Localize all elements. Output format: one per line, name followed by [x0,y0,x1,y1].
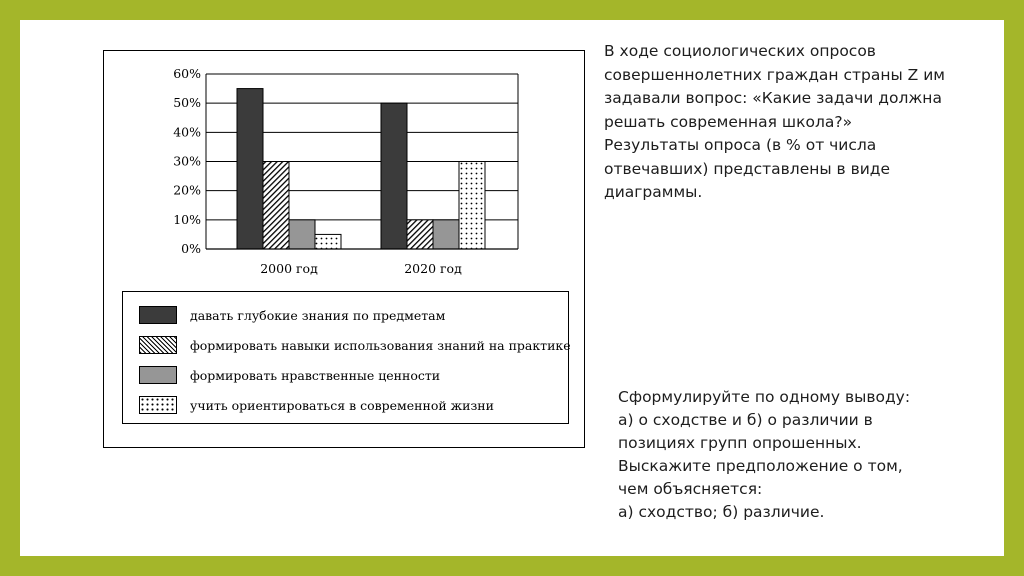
bar [263,162,289,250]
x-category-label: 2020 год [404,261,462,276]
bar [315,234,341,249]
question-line: задавали вопрос: «Какие задачи должна [604,89,942,107]
y-tick-label: 30% [173,153,201,169]
task-line: Выскажите предположение о том, [618,457,903,475]
chart-figure [103,50,585,448]
legend-label: формировать навыки использования знаний на практике [190,337,571,353]
question-line: совершеннолетних граждан страны Z им [604,65,945,84]
legend-label: давать глубокие знания по предметам [190,307,446,323]
legend-item [139,304,445,326]
legend-item [139,394,494,416]
legend-swatch [139,306,177,324]
x-category-label: 2000 год [260,261,318,276]
legend-item [139,364,440,386]
question-line: Результаты опроса (в % от числа [604,136,877,154]
chart-legend [122,291,569,424]
legend-swatch [139,366,177,384]
bar [289,220,315,249]
task-line: позициях групп опрошенных. [618,434,862,452]
question-line: решать современная школа?» [604,112,853,131]
question-text [604,40,974,205]
y-tick-label: 10% [173,211,201,227]
bar [237,89,263,249]
y-tick-label: 20% [173,182,201,198]
slide [20,20,1004,556]
legend-label: учить ориентироваться в современной жизни [190,397,494,413]
legend-swatch [139,336,177,354]
task-line: а) сходство; б) различие. [618,503,825,521]
question-line: В ходе социологических опросов [604,42,876,60]
y-tick-label: 60% [173,66,201,81]
legend-swatch [139,396,177,414]
y-tick-label: 40% [173,124,201,140]
bar [433,220,459,249]
legend-label: формировать нравственные ценности [190,367,441,383]
bar [407,220,433,249]
bar [381,103,407,249]
task-line: чем объясняется: [618,480,763,498]
question-line: отвечавших) представлены в виде [604,159,891,178]
legend-item [139,334,571,356]
bar-chart [104,51,586,291]
y-tick-label: 50% [173,95,201,111]
question-line: диаграммы. [604,183,703,201]
task-text [618,386,978,524]
y-tick-label: 0% [181,241,201,256]
task-line: Сформулируйте по одному выводу: [618,388,911,406]
bar [459,162,485,250]
task-line: а) о сходстве и б) о различии в [618,411,873,429]
